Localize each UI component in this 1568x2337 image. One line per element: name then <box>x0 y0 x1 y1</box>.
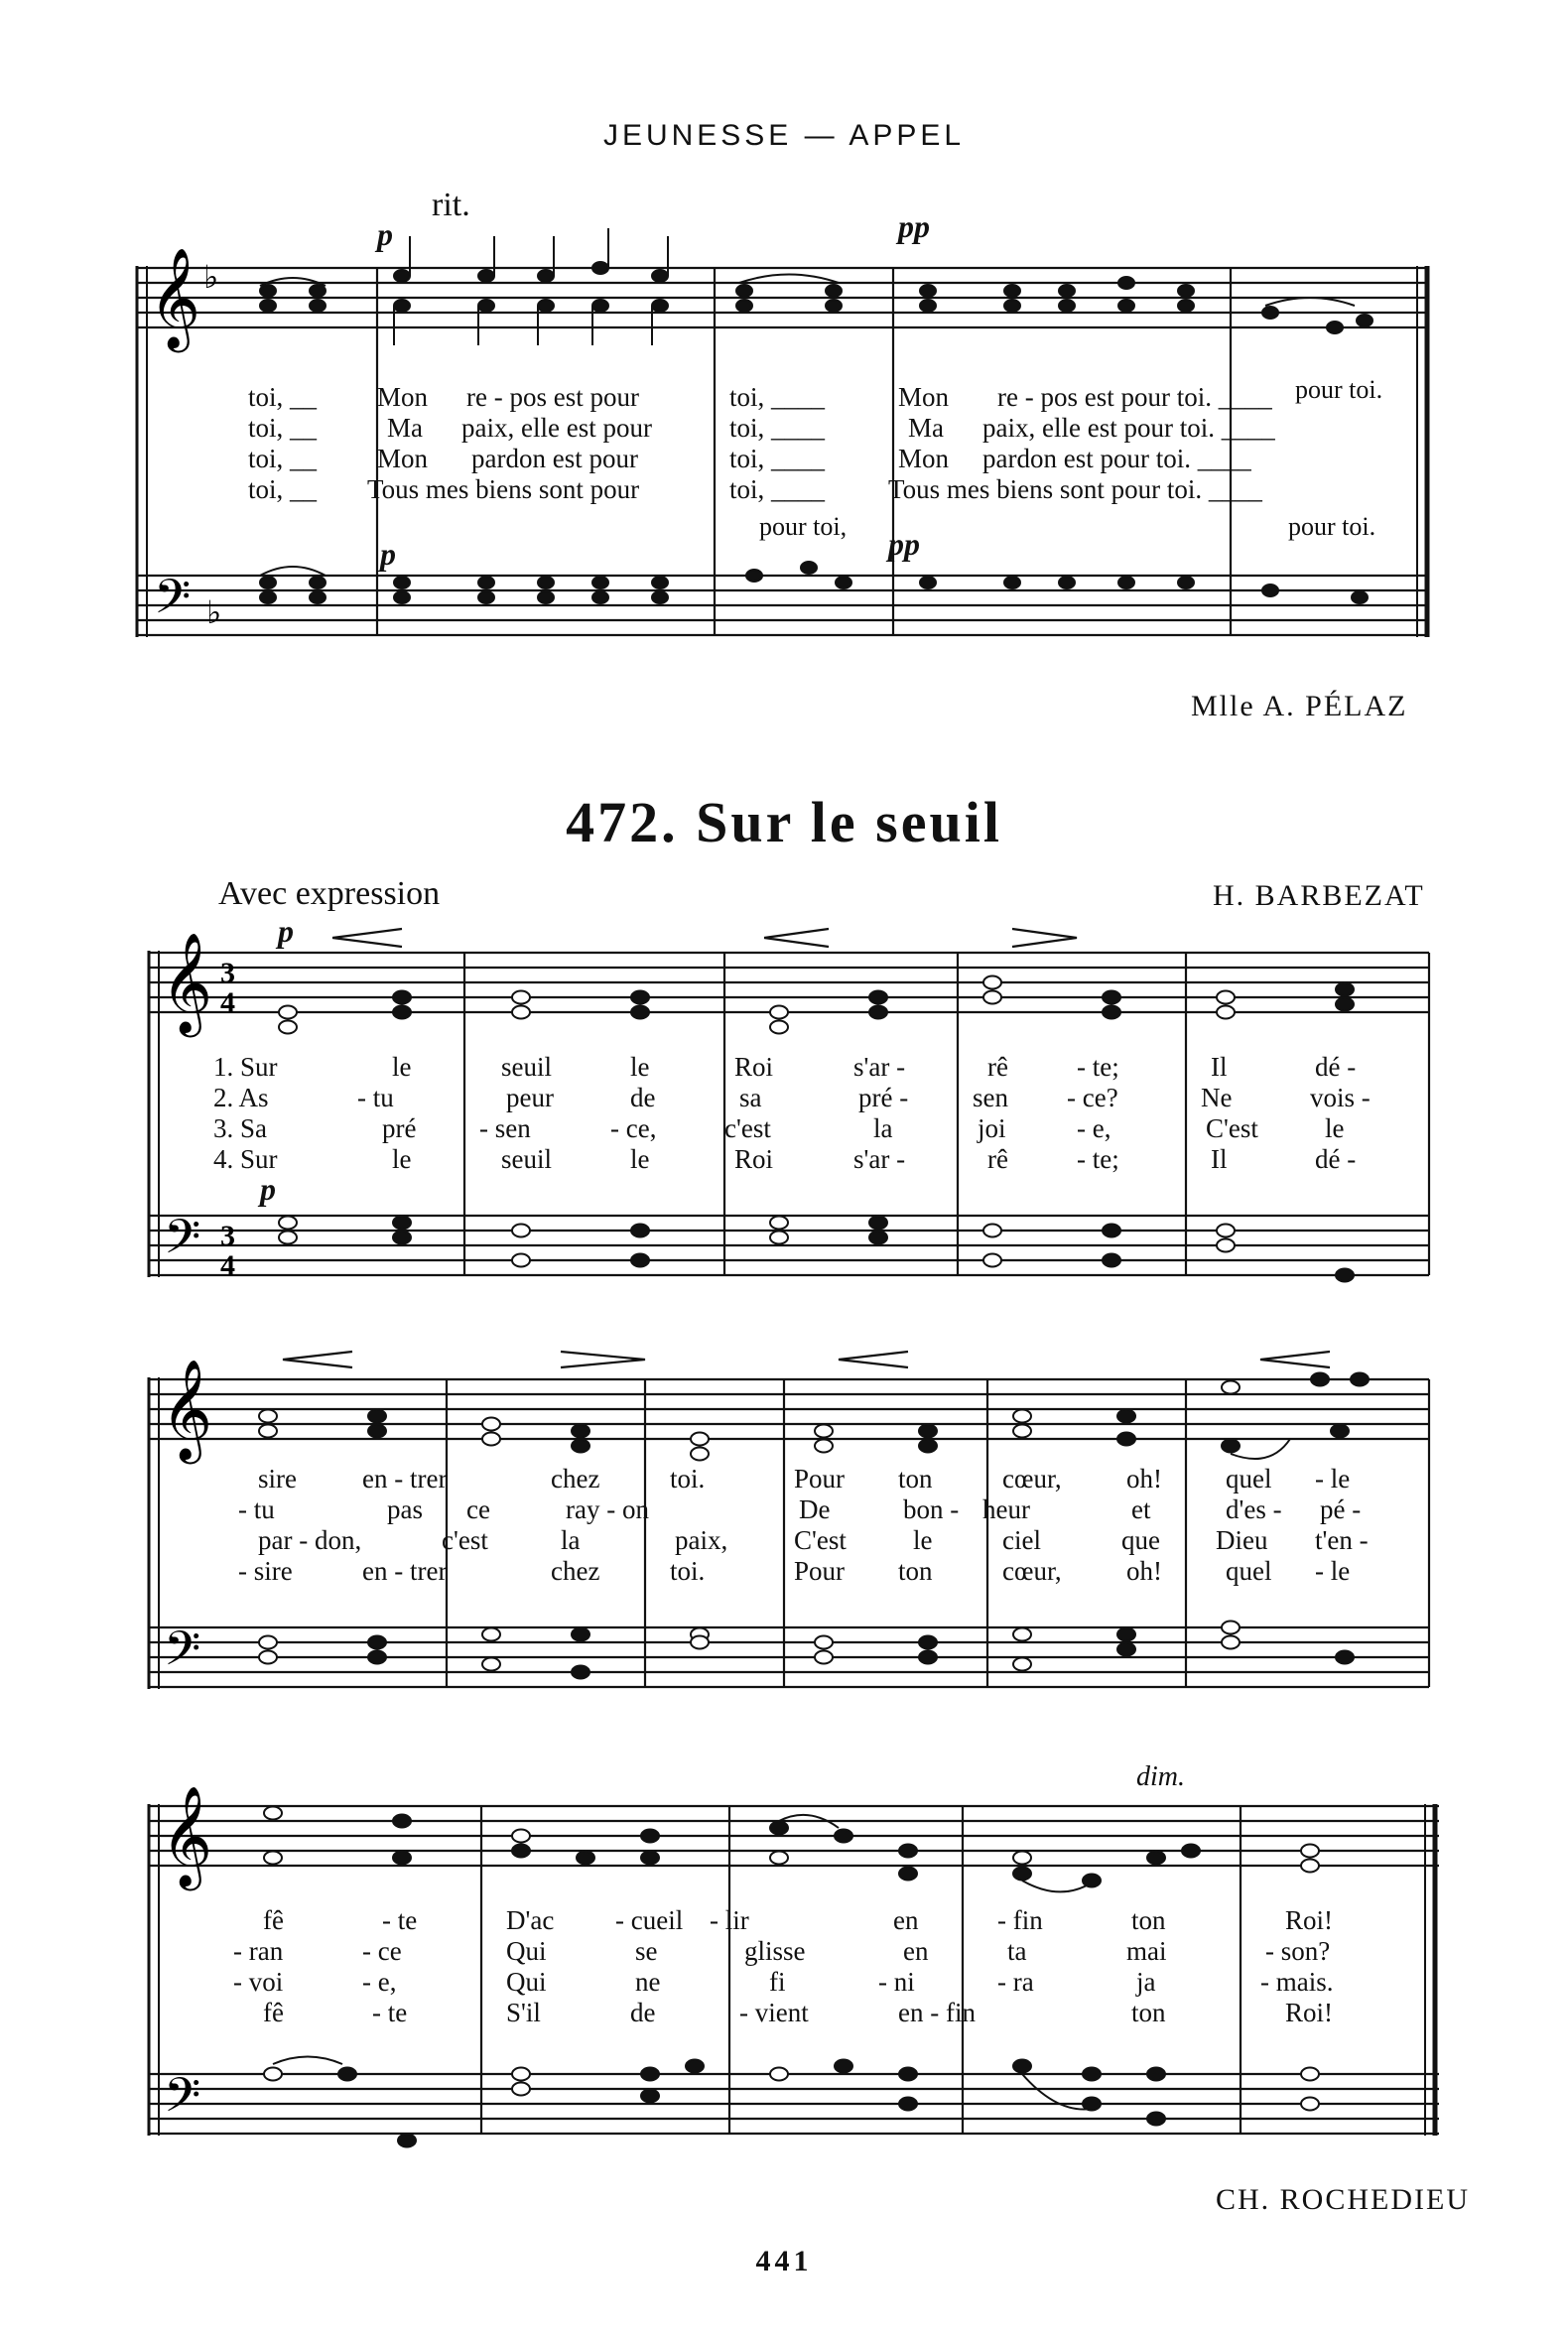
flat-key-icon: ♭ <box>203 258 219 296</box>
hymn472-system-1 <box>0 913 1568 1290</box>
treble-clef-icon: 𝄞 <box>161 1358 213 1460</box>
hymn472-system-3 <box>0 1776 1568 2173</box>
dynamic-p: p <box>278 913 294 949</box>
bass-clef-icon: 𝄢 <box>164 2067 201 2135</box>
treble-clef-icon: 𝄞 <box>161 931 213 1033</box>
treble-clef-icon: 𝄞 <box>149 246 201 348</box>
composer-credit: H. BARBEZAT <box>1213 879 1425 912</box>
svg-text:3: 3 <box>220 957 235 989</box>
tempo-marking: Avec expression <box>218 875 441 912</box>
system-2-lyrics: sire en - trer chez toi. Pour ton cœur, oh! quel - le - tu pas ce ray - on De bon - heur et d'es - pé - par - don, c'est la paix, C'est le ciel que Dieu t'en - - sire en - trer chez toi. Pour ton cœur, oh! quel - le <box>238 1464 1369 1586</box>
rit-marking: rit. <box>432 187 470 223</box>
dynamic-p: p <box>377 216 393 252</box>
bass-clef-icon: 𝄢 <box>164 1621 201 1688</box>
treble-clef-icon: 𝄞 <box>161 1784 213 1886</box>
hymn471-system <box>0 179 1568 695</box>
bass-clef-icon: 𝄢 <box>164 1209 201 1276</box>
dynamic-pp: pp <box>898 208 930 244</box>
svg-text:4: 4 <box>220 986 235 1019</box>
system-3-lyrics: fê - te D'ac - cueil - lir en - fin ton Roi! - ran - ce Qui se glisse en ta mai - son? - voi - e, Qui ne fi - ni - ra ja - mais. fê - te S'il de - vient en - fin ton Roi! <box>233 1905 1334 2027</box>
pour-toi-label: pour toi, <box>759 512 848 541</box>
hymn-title: 472. Sur le seuil <box>566 790 1002 854</box>
pour-toi-label: pour toi. <box>1295 375 1383 404</box>
hymn472-system-2 <box>0 1340 1568 1717</box>
arranger-credit: Mlle A. PÉLAZ <box>1191 690 1408 722</box>
pour-toi-label: pour toi. <box>1288 512 1376 541</box>
flat-key-icon: ♭ <box>206 593 222 631</box>
hymn471-lyrics: toi, __ Mon re - pos est pour toi, ____ Mon re - pos est pour toi. ____ toi, __ Ma paix, elle est pour toi, ____ Ma paix, elle est pour toi. ____ toi, __ Mon pardon est pour toi, ____ Mon pardon est pour toi. ____ toi, __ Tous mes biens sont pour toi, ____ Tous mes biens sont pour toi. ____ <box>248 382 1275 504</box>
bass-clef-icon: 𝄢 <box>154 569 192 636</box>
dim-marking: dim. <box>1136 1761 1185 1792</box>
dynamic-pp-bass: pp <box>888 526 920 562</box>
svg-text:3: 3 <box>220 1220 235 1252</box>
dynamic-p: p <box>260 1171 276 1207</box>
running-header: JEUNESSE — APPEL <box>602 119 966 152</box>
page-number: 441 <box>755 2245 813 2277</box>
author-credit: CH. ROCHEDIEU <box>1216 2183 1470 2216</box>
svg-text:4: 4 <box>220 1249 235 1282</box>
system-1-lyrics: 1. Sur le seuil le Roi s'ar - rê - te; Il dé - 2. As - tu peur de sa pré - sen - ce? Ne vois - 3. Sa pré - sen - ce, c'est la joi - e, C'est le 4. Sur le seuil le Roi s'ar - rê - te; Il dé - <box>213 1052 1371 1174</box>
dynamic-p: p <box>380 536 396 572</box>
